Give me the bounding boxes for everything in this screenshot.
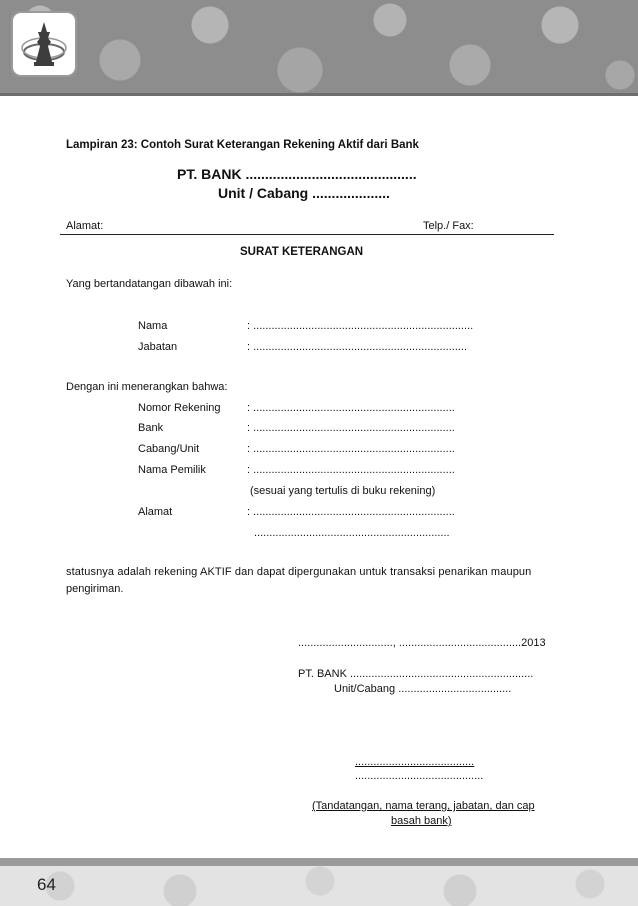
phone-fax-label: Telp./ Fax: [423, 220, 474, 232]
signature-line-2: .......................................... [355, 770, 484, 782]
signature-line: ....................................... [355, 756, 475, 768]
account-address-value-line2: ................................................................ [254, 527, 450, 539]
signature-note-continued: basah bank) [391, 815, 452, 827]
monument-logo-icon [20, 18, 68, 72]
letterhead-branch: Unit / Cabang .................... [218, 185, 390, 201]
bank-value: : .................................................................. [247, 422, 455, 434]
page-number: 64 [37, 875, 56, 894]
signer-position-value: : ...................................................................... [247, 341, 468, 353]
document-title: SURAT KETERANGAN [240, 246, 364, 258]
status-statement-continued: pengiriman. [66, 583, 124, 595]
footer-banner [0, 866, 638, 906]
owner-name-note: (sesuai yang tertulis di buku rekening) [250, 485, 436, 497]
statement-intro: Dengan ini menerangkan bahwa: [66, 381, 228, 393]
logo [11, 11, 77, 77]
attachment-heading: Lampiran 23: Contoh Surat Keterangan Rekening Aktif dari Bank [66, 139, 419, 151]
address-label: Alamat: [66, 220, 104, 232]
header-banner [0, 0, 638, 93]
letterhead-bank: PT. BANK ............................................ [177, 166, 417, 182]
closing-bank: PT. BANK ............................................................ [298, 668, 534, 680]
account-number-value: : .................................................................. [247, 402, 455, 414]
owner-name-label: Nama Pemilik [138, 464, 206, 476]
owner-name-value: : .................................................................. [247, 464, 455, 476]
status-statement: statusnya adalah rekening AKTIF dan dapat dipergunakan untuk transaksi penarikan maupun [66, 566, 532, 578]
signature-note: (Tandatangan, nama terang, jabatan, dan cap [312, 800, 535, 812]
place-date: ..............................., ........................................2013 [298, 637, 546, 649]
intro-text: Yang bertandatangan dibawah ini: [66, 278, 233, 290]
bank-label: Bank [138, 422, 164, 434]
account-address-value: : .................................................................. [247, 506, 455, 518]
account-address-label: Alamat [138, 506, 173, 518]
closing-branch: Unit/Cabang ..................................... [334, 683, 512, 695]
signer-name-label: Nama [138, 320, 168, 332]
signer-position-label: Jabatan [138, 341, 178, 353]
branch-value: : .................................................................. [247, 443, 455, 455]
signer-name-value: : ........................................................................ [247, 320, 474, 332]
footer-divider [0, 858, 638, 866]
branch-label: Cabang/Unit [138, 443, 200, 455]
account-number-label: Nomor Rekening [138, 402, 221, 414]
letterhead-divider [60, 234, 554, 235]
